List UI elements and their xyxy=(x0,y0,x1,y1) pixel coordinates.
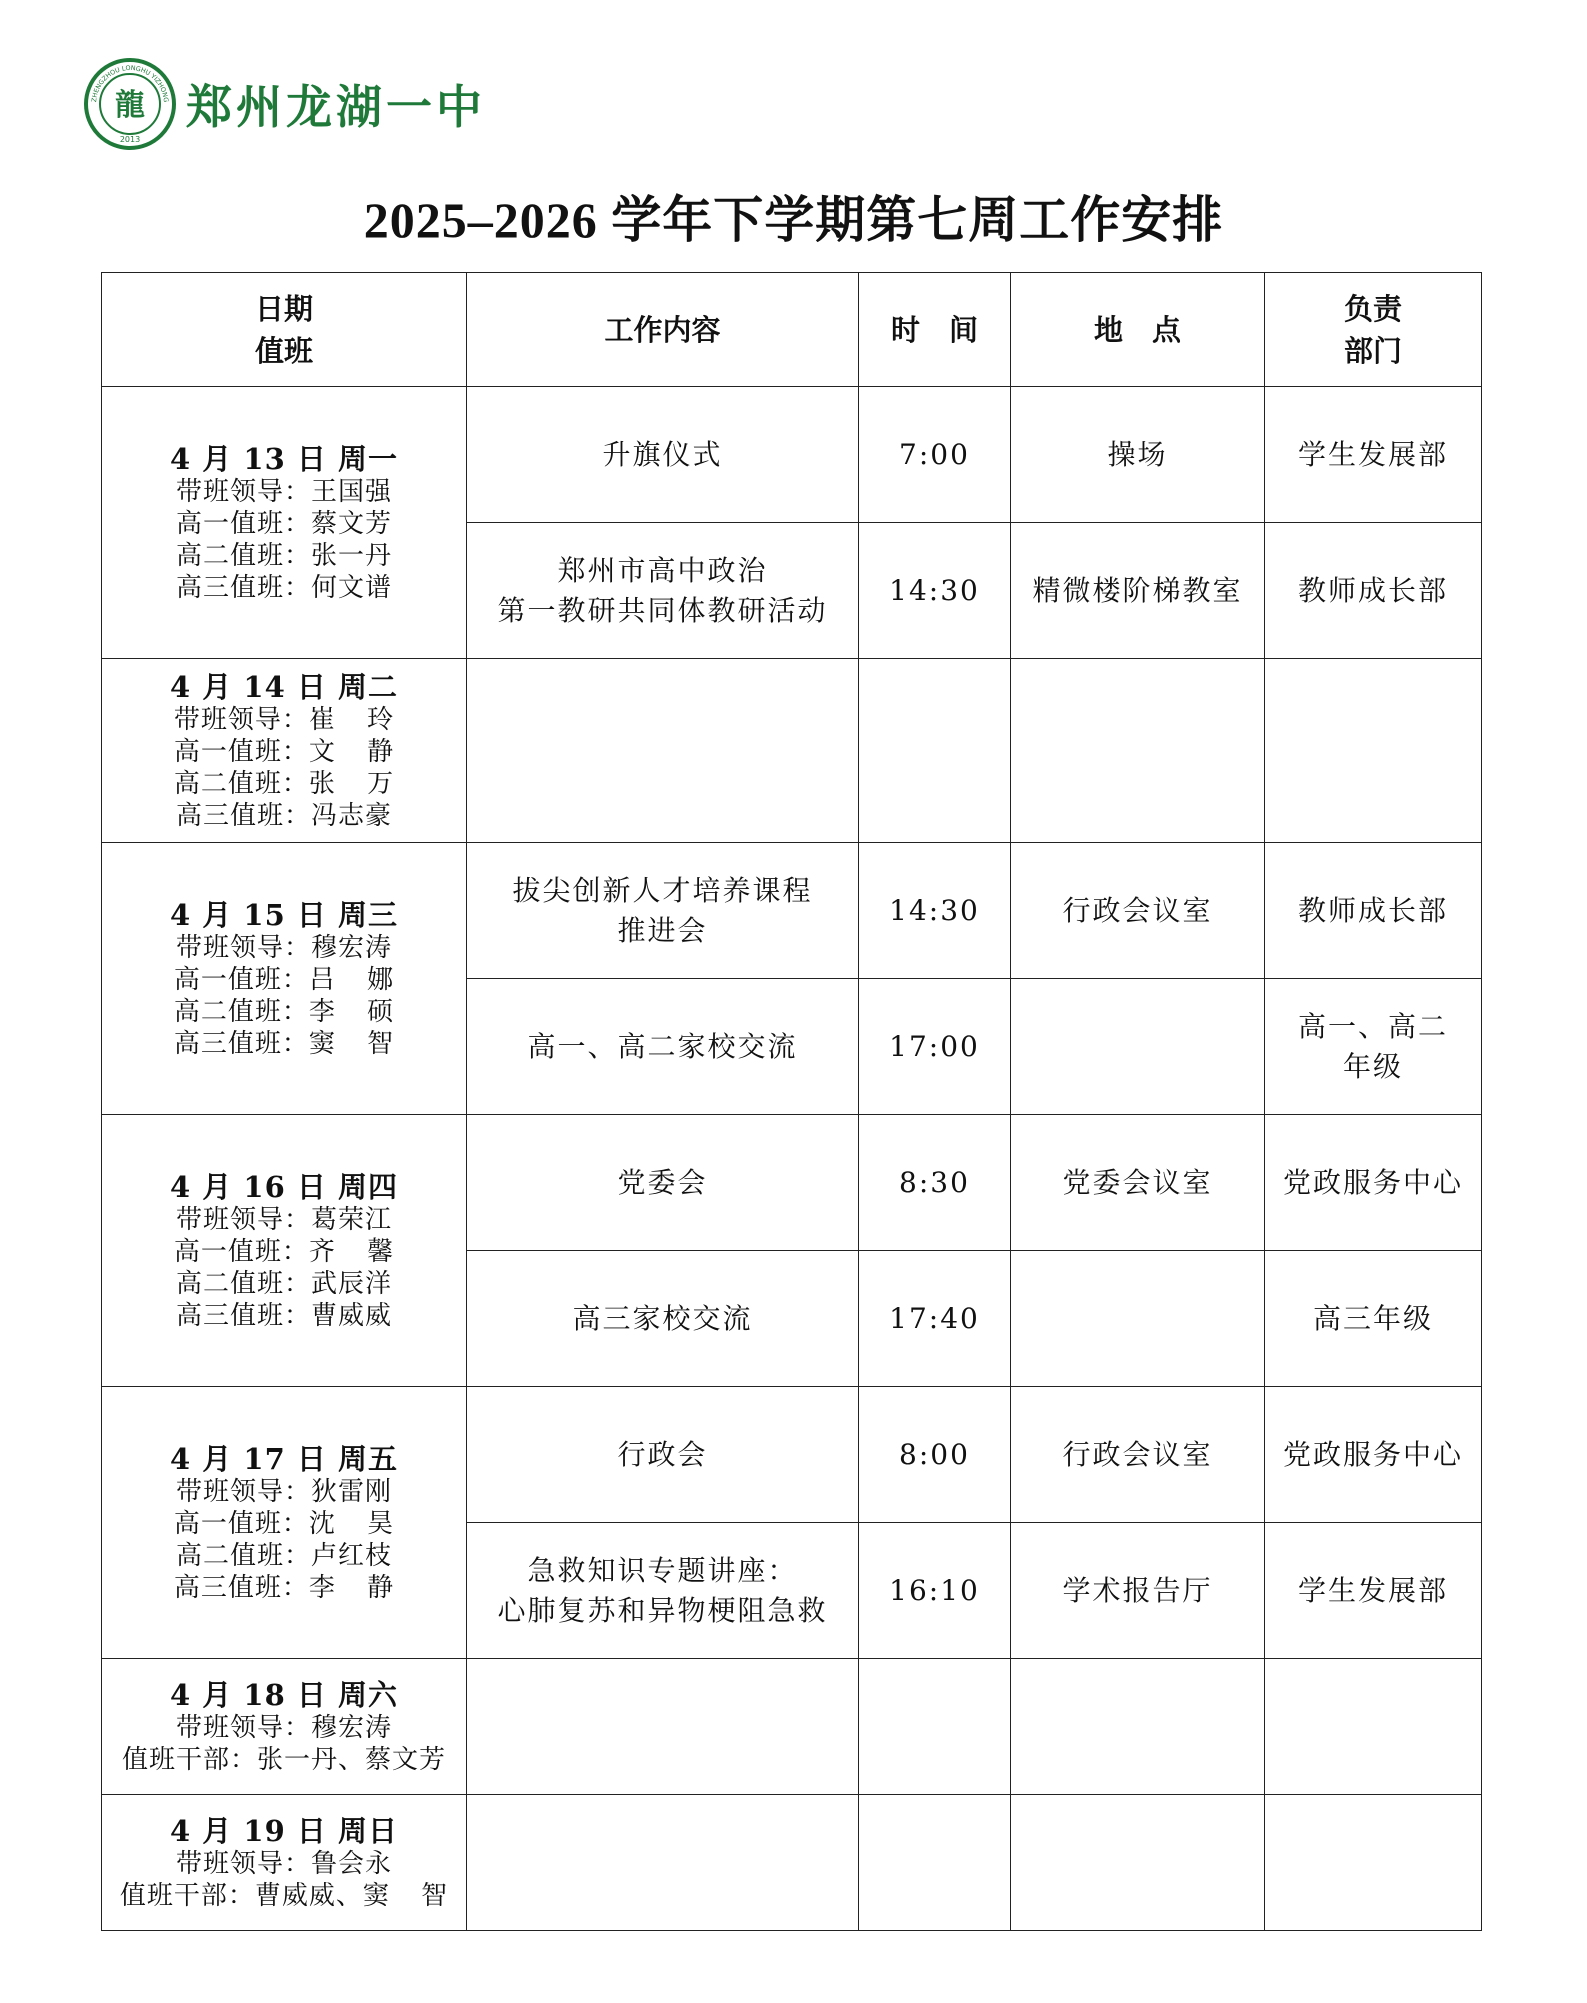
duty-line xyxy=(102,476,466,508)
day-date: 4 月 14 日 周二 xyxy=(170,669,398,704)
duty-line xyxy=(102,1744,466,1776)
time-value: 14:30 xyxy=(889,573,980,607)
time-value: 8:00 xyxy=(899,1437,970,1471)
duty-role: 高三值班： xyxy=(173,1572,309,1603)
event-place xyxy=(1011,1659,1265,1795)
event-content xyxy=(467,1115,859,1251)
duty-role: 带班领导： xyxy=(175,1712,311,1743)
duty-line xyxy=(102,540,466,572)
duty-role: 高一值班： xyxy=(173,736,309,767)
duty-name: 静 xyxy=(367,1572,395,1603)
duty-name: 卢红枝 xyxy=(311,1540,393,1571)
event-place xyxy=(1011,523,1265,659)
duty-line xyxy=(102,1712,466,1744)
duty-name: 昊 xyxy=(367,1508,395,1539)
duty-name: 文 xyxy=(308,736,336,767)
event-content xyxy=(467,523,859,659)
time-value: 17:40 xyxy=(889,1301,980,1335)
event-time xyxy=(859,659,1011,843)
duty-line xyxy=(102,1300,466,1332)
event-place xyxy=(1011,387,1265,523)
event-dept xyxy=(1265,843,1482,979)
place-value: 行政会议室 xyxy=(1062,893,1213,927)
duty-role: 带班领导： xyxy=(173,704,309,735)
duty-role: 高三值班： xyxy=(173,1028,309,1059)
duty-line xyxy=(102,1848,466,1880)
date-duty-cell xyxy=(102,387,467,659)
event-dept xyxy=(1265,523,1482,659)
place-value: 学术报告厅 xyxy=(1062,1573,1213,1607)
date-duty-cell xyxy=(102,1387,467,1659)
header-place: 地 点 xyxy=(1011,273,1265,387)
content-line: 郑州市高中政治 xyxy=(557,553,768,587)
table-header-row xyxy=(102,273,1482,387)
date-duty-cell xyxy=(102,1795,467,1931)
duty-line xyxy=(102,508,466,540)
duty-role: 高一值班： xyxy=(175,508,311,539)
event-dept xyxy=(1265,1523,1482,1659)
duty-name: 冯志豪 xyxy=(311,800,393,831)
event-time xyxy=(859,843,1011,979)
duty-line xyxy=(102,1508,466,1540)
duty-role: 高三值班： xyxy=(175,1300,311,1331)
duty-line xyxy=(102,1572,466,1604)
date-duty-cell xyxy=(102,1659,467,1795)
dept-line: 年级 xyxy=(1342,1049,1403,1083)
content-line: 心肺复苏和异物梗阻急救 xyxy=(497,1593,828,1627)
duty-name: 张一丹 xyxy=(311,540,393,571)
event-dept xyxy=(1265,1115,1482,1251)
day-date: 4 月 19 日 周日 xyxy=(170,1813,398,1848)
duty-role: 带班领导： xyxy=(175,476,311,507)
duty-line xyxy=(102,1540,466,1572)
duty-role: 高二值班： xyxy=(175,1268,311,1299)
svg-text:ZHENGZHOU LONGHU YIZHONG: ZHENGZHOU LONGHU YIZHONG xyxy=(90,63,171,103)
event-content xyxy=(467,843,859,979)
event-content xyxy=(467,1659,859,1795)
duty-role: 带班领导： xyxy=(175,1476,311,1507)
time-value: 17:00 xyxy=(889,1029,980,1063)
event-dept xyxy=(1265,1387,1482,1523)
event-content xyxy=(467,1251,859,1387)
duty-name: 曹威威 xyxy=(311,1300,393,1331)
duty-name: 李 xyxy=(308,1572,336,1603)
event-time xyxy=(859,1251,1011,1387)
content-line: 高一、高二家校交流 xyxy=(527,1029,798,1063)
duty-line xyxy=(102,572,466,604)
place-value: 操场 xyxy=(1107,437,1168,471)
duty-role: 高一值班： xyxy=(173,964,309,995)
event-place xyxy=(1011,1251,1265,1387)
duty-line xyxy=(102,736,466,768)
duty-line xyxy=(102,1880,466,1912)
content-line: 第一教研共同体教研活动 xyxy=(497,593,828,627)
event-dept xyxy=(1265,659,1482,843)
duty-role: 带班领导： xyxy=(175,1204,311,1235)
duty-name: 李 xyxy=(308,996,336,1027)
table-row xyxy=(102,1387,1482,1523)
duty-line xyxy=(102,1236,466,1268)
duty-line xyxy=(102,800,466,832)
header-dept: 负责 部门 xyxy=(1265,273,1482,387)
svg-text:龍: 龍 xyxy=(115,88,145,123)
content-line: 拔尖创新人才培养课程 xyxy=(512,873,813,907)
duty-name: 窦 xyxy=(308,1028,336,1059)
duty-line xyxy=(102,964,466,996)
event-content xyxy=(467,1523,859,1659)
school-name: 郑州龙湖一中 xyxy=(186,80,486,134)
event-place xyxy=(1011,1115,1265,1251)
content-line: 升旗仪式 xyxy=(602,437,723,471)
dept-line: 学生发展部 xyxy=(1297,437,1448,471)
event-place xyxy=(1011,1523,1265,1659)
place-value: 精微楼阶梯教室 xyxy=(1032,573,1243,607)
content-line: 高三家校交流 xyxy=(572,1301,753,1335)
duty-name: 蔡文芳 xyxy=(311,508,393,539)
duty-role: 高二值班： xyxy=(173,996,309,1027)
duty-name: 穆宏涛 xyxy=(311,932,393,963)
event-dept xyxy=(1265,1251,1482,1387)
page-title: 2025–2026 学年下学期第七周工作安排 xyxy=(363,192,1224,248)
event-time xyxy=(859,1115,1011,1251)
duty-line xyxy=(102,1204,466,1236)
duty-line xyxy=(102,1268,466,1300)
table-row xyxy=(102,387,1482,523)
duty-name: 葛荣江 xyxy=(311,1204,393,1235)
duty-name: 吕 xyxy=(308,964,336,995)
table-row xyxy=(102,1659,1482,1795)
content-line: 推进会 xyxy=(617,913,708,947)
event-content xyxy=(467,659,859,843)
dept-line: 高三年级 xyxy=(1312,1301,1433,1335)
event-time xyxy=(859,1659,1011,1795)
dept-line: 高一、高二 xyxy=(1297,1009,1448,1043)
duty-line xyxy=(102,704,466,736)
header-content: 工作内容 xyxy=(467,273,859,387)
duty-role: 高三值班： xyxy=(175,572,311,603)
day-date: 4 月 17 日 周五 xyxy=(170,1441,398,1476)
duty-role: 高二值班： xyxy=(175,540,311,571)
duty-line xyxy=(102,932,466,964)
day-date: 4 月 16 日 周四 xyxy=(170,1169,398,1204)
time-value: 8:30 xyxy=(899,1165,970,1199)
event-time xyxy=(859,1387,1011,1523)
event-content xyxy=(467,1387,859,1523)
duty-name: 硕 xyxy=(367,996,395,1027)
duty-role: 高一值班： xyxy=(173,1508,309,1539)
duty-name: 鲁会永 xyxy=(311,1848,393,1879)
event-place xyxy=(1011,659,1265,843)
event-time xyxy=(859,1523,1011,1659)
duty-role: 高二值班： xyxy=(173,768,309,799)
duty-line xyxy=(102,768,466,800)
duty-name: 曹威威、窦 xyxy=(254,1880,390,1911)
school-header xyxy=(84,58,486,150)
duty-name: 智 xyxy=(421,1880,449,1911)
duty-role: 带班领导： xyxy=(175,1848,311,1879)
event-place xyxy=(1011,1795,1265,1931)
duty-role: 高一值班： xyxy=(173,1236,309,1267)
duty-name: 娜 xyxy=(367,964,395,995)
duty-role: 带班领导： xyxy=(175,932,311,963)
event-time xyxy=(859,387,1011,523)
dept-line: 党政服务中心 xyxy=(1282,1437,1463,1471)
event-content xyxy=(467,387,859,523)
duty-name: 沈 xyxy=(308,1508,336,1539)
place-value: 行政会议室 xyxy=(1062,1437,1213,1471)
day-date: 4 月 13 日 周一 xyxy=(170,441,398,476)
place-value: 党委会议室 xyxy=(1062,1165,1213,1199)
dept-line: 党政服务中心 xyxy=(1282,1165,1463,1199)
date-duty-cell xyxy=(102,843,467,1115)
duty-role: 高二值班： xyxy=(175,1540,311,1571)
duty-name: 崔 xyxy=(308,704,336,735)
table-row xyxy=(102,843,1482,979)
duty-name: 玲 xyxy=(367,704,395,735)
duty-role: 值班干部： xyxy=(119,1880,255,1911)
table-row xyxy=(102,1795,1482,1931)
school-seal-logo xyxy=(84,58,176,150)
duty-name: 智 xyxy=(367,1028,395,1059)
date-duty-cell xyxy=(102,659,467,843)
event-time xyxy=(859,979,1011,1115)
event-time xyxy=(859,1795,1011,1931)
time-value: 16:10 xyxy=(889,1573,980,1607)
event-content xyxy=(467,1795,859,1931)
event-time xyxy=(859,523,1011,659)
header-time: 时 间 xyxy=(859,273,1011,387)
table-row xyxy=(102,1115,1482,1251)
duty-name: 馨 xyxy=(367,1236,395,1267)
content-line: 党委会 xyxy=(617,1165,708,1199)
duty-name: 张一丹、蔡文芳 xyxy=(257,1744,447,1775)
duty-line xyxy=(102,1028,466,1060)
day-date: 4 月 15 日 周三 xyxy=(170,897,398,932)
header-date-duty: 日期 值班 xyxy=(102,273,467,387)
event-place xyxy=(1011,979,1265,1115)
duty-name: 何文谱 xyxy=(311,572,393,603)
date-duty-cell xyxy=(102,1115,467,1387)
event-place xyxy=(1011,1387,1265,1523)
duty-name: 张 xyxy=(308,768,336,799)
event-dept xyxy=(1265,979,1482,1115)
duty-name: 狄雷刚 xyxy=(311,1476,393,1507)
duty-line xyxy=(102,996,466,1028)
dept-line: 教师成长部 xyxy=(1297,893,1448,927)
duty-role: 高三值班： xyxy=(175,800,311,831)
day-date: 4 月 18 日 周六 xyxy=(170,1677,398,1712)
svg-text:2013: 2013 xyxy=(119,135,141,144)
duty-name: 王国强 xyxy=(311,476,393,507)
event-place xyxy=(1011,843,1265,979)
time-value: 14:30 xyxy=(889,893,980,927)
duty-line xyxy=(102,1476,466,1508)
event-dept xyxy=(1265,1659,1482,1795)
duty-name: 穆宏涛 xyxy=(311,1712,393,1743)
event-dept xyxy=(1265,1795,1482,1931)
dept-line: 学生发展部 xyxy=(1297,1573,1448,1607)
content-line: 行政会 xyxy=(617,1437,708,1471)
weekly-schedule-table xyxy=(101,272,1482,1931)
duty-role: 值班干部： xyxy=(121,1744,257,1775)
content-line: 急救知识专题讲座： xyxy=(527,1553,798,1587)
event-dept xyxy=(1265,387,1482,523)
duty-name: 静 xyxy=(367,736,395,767)
duty-name: 武辰洋 xyxy=(311,1268,393,1299)
time-value: 7:00 xyxy=(899,437,970,471)
dept-line: 教师成长部 xyxy=(1297,573,1448,607)
duty-name: 齐 xyxy=(308,1236,336,1267)
table-row xyxy=(102,659,1482,843)
duty-name: 万 xyxy=(367,768,395,799)
event-content xyxy=(467,979,859,1115)
